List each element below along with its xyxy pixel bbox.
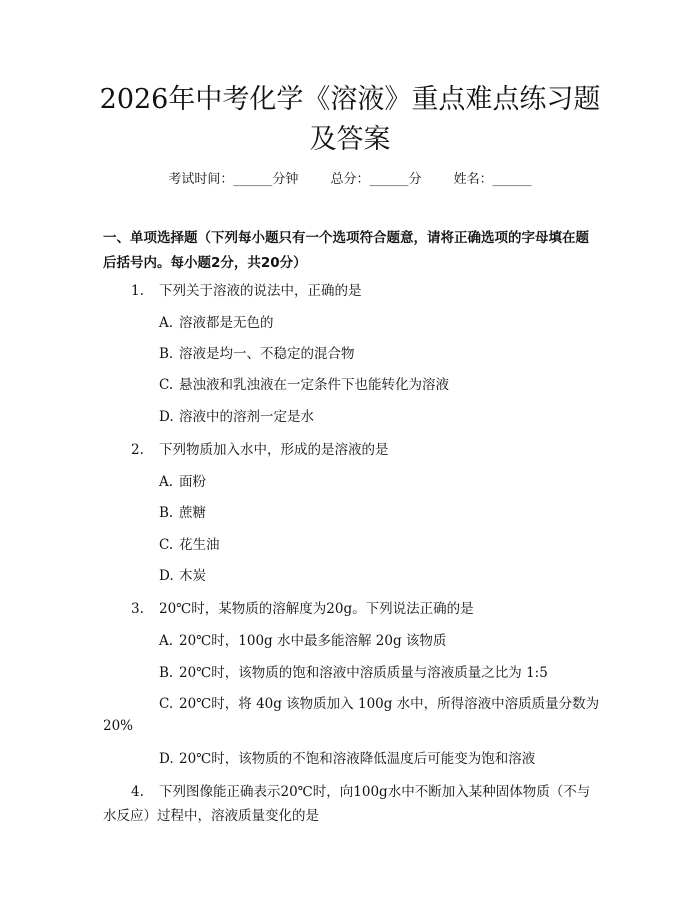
option-text: 20℃时，将 40g 该物质加入 100g 水中，所得溶液中溶质质量分数为 [179,696,600,712]
option-1a [159,313,274,333]
option-letter: A. [159,474,174,490]
question-2 [131,440,389,460]
option-1b [159,344,355,364]
question-text: 20℃时，某物质的溶解度为20g。下列说法正确的是 [159,601,474,617]
question-text: 下列关于溶液的说法中，正确的是 [159,283,362,299]
question-number: 4. [131,784,144,800]
option-2c [159,535,220,555]
option-text: 20℃时，该物质的饱和溶液中溶质质量与溶液质量之比为 1:5 [179,665,548,681]
option-2d [159,566,206,586]
option-letter: A. [159,315,174,331]
option-letter: D. [159,751,174,767]
option-3d [159,749,535,769]
option-text: 溶液都是无色的 [179,315,274,331]
total-score: 总分：______分 [330,172,422,187]
option-letter: A. [159,633,174,649]
option-text: 20℃时，该物质的不饱和溶液降低温度后可能变为饱和溶液 [179,751,536,767]
option-2b [159,503,206,523]
question-4 [103,780,603,828]
exam-time: 考试时间：______分钟 [168,172,299,187]
option-letter: B. [159,505,174,521]
option-letter: B. [159,665,174,681]
option-text: 悬浊液和乳浊液在一定条件下也能转化为溶液 [179,377,449,393]
option-letter: D. [159,568,174,584]
question-text: 下列物质加入水中，形成的是溶液的是 [159,442,389,458]
option-3c [159,694,599,714]
option-3b [159,663,548,683]
option-3a [159,631,446,651]
question-1 [131,281,362,301]
option-3c-continuation: 20% [103,718,134,734]
question-3 [131,599,474,619]
option-text: 木炭 [179,568,206,584]
exam-info [0,168,700,187]
option-letter: D. [159,409,174,425]
option-letter: B. [159,346,174,362]
question-number: 1. [131,283,144,299]
question-text: 下列图像能正确表示20℃时，向100g水中不断加入某种固体物质（不与水反应）过程中，溶液质量变化的是 [103,784,591,824]
option-letter: C. [159,696,174,712]
student-name: 姓名：______ [453,172,532,187]
question-number: 3. [131,601,144,617]
question-number: 2. [131,442,144,458]
option-1d [159,407,314,427]
section-heading: 一、单项选择题（下列每小题只有一个选项符合题意，请将正确选项的字母填在题后括号内。每小题2分，共20分） [103,230,589,271]
option-text: 蔗糖 [179,505,206,521]
option-letter: C. [159,377,174,393]
option-letter: C. [159,537,174,553]
option-text: 溶液是均一、不稳定的混合物 [179,346,355,362]
option-text: 20℃时，100g 水中最多能溶解 20g 该物质 [179,633,447,649]
option-1c [159,375,449,395]
option-2a [159,472,206,492]
option-text: 花生油 [179,537,220,553]
option-text: 面粉 [179,474,206,490]
option-text: 溶液中的溶剂一定是水 [179,409,314,425]
document-title: 2026年中考化学《溶液》重点难点练习题及答案 [99,84,601,155]
